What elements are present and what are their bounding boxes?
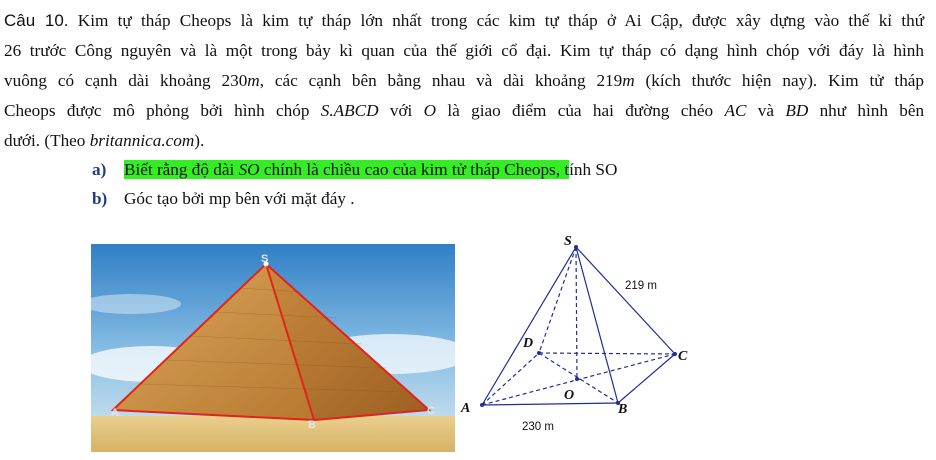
text-segment: Cheops được mô phỏng bởi hình chóp (4, 101, 310, 120)
problem-line-1 (4, 6, 924, 36)
pyramid-diagram (455, 226, 705, 452)
text-segment: như hình bên (819, 101, 925, 120)
base-length-label: 230 m (522, 421, 554, 433)
edge-length-value: 219 (596, 71, 623, 90)
diagram-label-o: O (564, 388, 575, 403)
edge-length-label: 219 m (625, 280, 657, 292)
problem-line-5 (4, 126, 924, 156)
text-segment: chính là chiều cao của kim tử tháp Cheops, (263, 160, 561, 179)
problem-line-3 (4, 66, 924, 96)
pyramid-name: S.ABCD (320, 101, 379, 120)
text-segment: là giao điểm của hai đường chéo (447, 101, 714, 120)
problem-text-1: Kim tự tháp Cheops là kim tự tháp lớn nhất trong các kim tự tháp ở Ai Cập, được xây dựng vào thế kỉ thứ (77, 11, 925, 30)
segment-name: BD (785, 101, 809, 120)
text-segment: ính SO (569, 160, 618, 179)
sub-questions (92, 155, 617, 213)
item-label: b) (92, 189, 108, 208)
text-segment: Góc tạo bởi mp bên với mặt đáy . (124, 189, 355, 208)
photo-label-a: A (111, 407, 119, 419)
pyramid-photo (91, 244, 455, 452)
problem-text-2: 26 trước Công nguyên và là một trong bảy kì quan của thế giới cổ đại. Kim tự tháp có dạng hình chóp với đáy là hình (4, 41, 924, 60)
text-segment: vuông có cạnh dài khoảng (4, 71, 211, 90)
text-segment: t (560, 160, 570, 179)
point-name: O (423, 101, 437, 120)
text-segment: với (389, 101, 413, 120)
sub-question-b (92, 184, 617, 213)
text-segment: và (757, 101, 774, 120)
highlighted-text (124, 160, 569, 179)
sub-question-a (92, 155, 617, 184)
problem-line-4 (4, 96, 924, 126)
text-segment: , các cạnh bên bằng nhau và dài khoảng (259, 71, 586, 90)
diagram-label-b: B (618, 402, 628, 417)
unit: m (247, 71, 260, 90)
problem-line-2 (4, 36, 924, 66)
text-segment: (kích thước hiện nay). Kim tử tháp (645, 71, 925, 90)
diagram-label-d: D (523, 336, 534, 351)
text-segment: ). (194, 131, 205, 150)
diagram-label-a: A (461, 401, 471, 416)
photo-label-s: S (261, 253, 269, 265)
photo-label-b: B (308, 419, 316, 431)
unit: m (622, 71, 635, 90)
text-segment: Biết rằng độ dài (124, 160, 235, 179)
text-segment: dưới. (Theo (4, 131, 86, 150)
question-label: Câu 10. (4, 11, 69, 30)
item-label: a) (92, 160, 107, 179)
photo-label-c: C (427, 405, 435, 417)
diagram-label-c: C (678, 349, 688, 364)
problem-statement (4, 6, 924, 156)
diagram-label-s: S (564, 234, 572, 249)
base-length-value: 230 (221, 71, 248, 90)
segment-name: SO (238, 160, 260, 179)
source-name: britannica.com (89, 131, 195, 150)
segment-name: AC (724, 101, 747, 120)
